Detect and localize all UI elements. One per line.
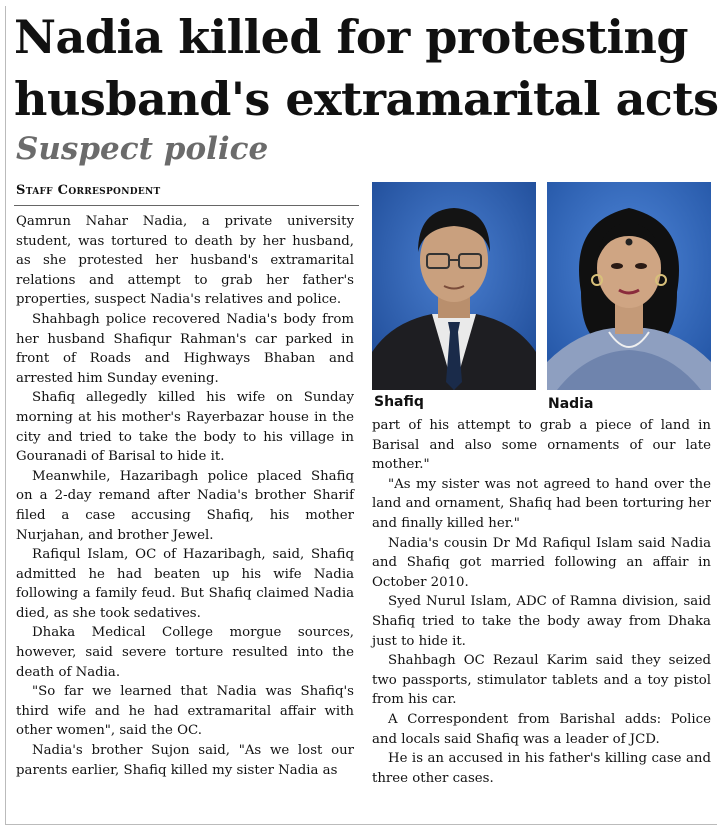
caption-shafiq: Shafiq <box>374 394 424 410</box>
paragraph: Nadia's cousin Dr Md Rafiqul Islam said Nadia and Shafiq got married following an affair in October 2010. <box>372 535 711 590</box>
photo-nadia <box>547 182 711 390</box>
byline-rule <box>14 205 359 206</box>
paragraph: Rafiqul Islam, OC of Hazaribagh, said, Shafiq admitted he had beaten up his wife Nadia following a family feud. But Shafiq claimed Nadia died, as she took sedatives. <box>16 547 354 621</box>
article-column-1 <box>16 212 354 780</box>
photo-shafiq <box>372 182 536 390</box>
paragraph: Nadia's brother Sujon said, "As we lost our parents earlier, Shafiq killed my sister Nadia as <box>16 743 354 778</box>
paragraph: Syed Nurul Islam, ADC of Ramna division, said Shafiq tried to take the body away from Dhaka just to hide it. <box>372 594 711 649</box>
paragraph: He is an accused in his father's killing case and three other cases. <box>372 751 711 786</box>
paragraph: Qamrun Nahar Nadia, a private university student, was tortured to death by her husband, as she protested her husband's extramarital relations and attempt to grab her father's properties, suspect Nadia's relatives and police. <box>16 214 354 308</box>
paragraph: Shafiq allegedly killed his wife on Sunday morning at his mother's Rayerbazar house in the city and tried to take the body to his village in Gouranadi of Barisal to hide it. <box>16 390 354 465</box>
paragraph: Dhaka Medical College morgue sources, however, said severe torture resulted into the death of Nadia. <box>16 625 354 680</box>
bottom-border-rule <box>5 824 717 825</box>
byline: Staff Correspondent <box>16 183 161 198</box>
caption-nadia: Nadia <box>548 396 594 412</box>
paragraph: Shahbagh OC Rezaul Karim said they seized two passports, stimulator tablets and a toy pistol from his car. <box>372 653 711 708</box>
portrait-man-icon <box>372 182 536 390</box>
paragraph: part of his attempt to grab a piece of land in Barisal and also some ornaments of our late mother." <box>372 418 711 473</box>
paragraph: Shahbagh police recovered Nadia's body from her husband Shafiqur Rahman's car parked in front of Roads and Highways Bhaban and arrested him Sunday evening. <box>16 311 354 386</box>
article-column-2 <box>372 416 711 788</box>
paragraph: Meanwhile, Hazaribagh police placed Shafiq on a 2-day remand after Nadia's brother Sharif filed a case accusing Shafiq, his mother Nurjahan, and brother Jewel. <box>16 468 354 543</box>
subheadline: Suspect police <box>16 131 269 167</box>
portrait-woman-icon <box>547 182 711 390</box>
left-border-rule <box>5 6 6 824</box>
headline-line-2: husband's extramarital acts <box>14 72 719 126</box>
paragraph: A Correspondent from Barishal adds: Police and locals said Shafiq was a leader of JCD. <box>372 711 711 747</box>
paragraph: "So far we learned that Nadia was Shafiq's third wife and he had extramarital affair with other women", said the OC. <box>16 684 354 739</box>
headline-line-1: Nadia killed for protesting <box>14 10 689 64</box>
paragraph: "As my sister was not agreed to hand over the land and ornament, Shafiq had been torturing her and finally killed her." <box>372 476 711 531</box>
